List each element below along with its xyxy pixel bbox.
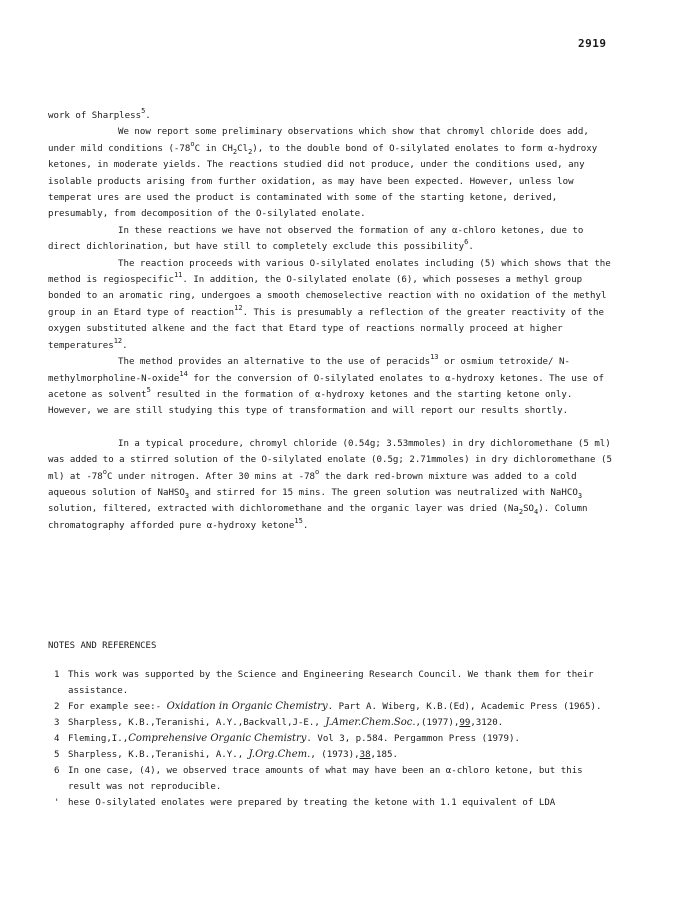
note-number: 6	[54, 766, 60, 776]
note-number: 4	[54, 734, 60, 744]
paragraph-3: In these reactions we have not observed the formation of any α-chloro ketones, due to direct dichlorination, but have still to completely exclude this possibility$^6$.	[48, 225, 584, 253]
notes-heading: NOTES AND REFERENCES	[48, 641, 157, 651]
note-number: 1	[54, 670, 60, 680]
paragraph-2: We now report some preliminary observations which show that chromyl chloride does add, under mild conditions (-78$^o$C in $CH_2Cl_2$), to the double bond of O-silylated enolates to form α-hydroxy ketones, in moderate yields. The reactions studied did not produce, under the conditions used, any isolable products arising from further oxidation, as may have been expected. However, unless low temperat ures are used the product is contaminated with some of the starting ketone, derived, presumably, from decomposition of the O-silylated enolate.	[48, 127, 598, 220]
note-text: Sharpless, K.B.,Teranishi, A.Y.,Backvall,J-E., J.Amer.Chem.Soc.,(1977),99,3120.	[68, 717, 504, 728]
article-body	[48, 108, 620, 534]
note-text: This work was supported by the Science and Engineering Research Council. We thank them for their assistance.	[68, 670, 594, 696]
paragraph-5: The method provides an alternative to the use of peracids$^{13}$ or osmium tetroxide/ N-methylmorpholine-N-oxide$^{14}$ for the conversion of O-silylated enolates to α-hydroxy ketones. The use of acetone as solvent$^5$ resulted in the formation of α-hydroxy ketones and the starting ketone only. However, we are still studying this type of transformation and will report our results shortly.	[48, 353, 604, 417]
note-number: 2	[54, 702, 60, 712]
paragraph-4: The reaction proceeds with various O-silylated enolates including (5) which shows that the method is regiospecific$^{11}$. In addition, the O-silylated enolate (6), which posseses a methyl group bonded to an aromatic ring, undergoes a smooth chemoselective reaction with no oxidation of the methyl group in an Etard type of reaction$^{12}$. This is presumably a reflection of the greater reactivity of the oxygen substituted alkene and the fact that Etard type of reactions normally proceed at higher temperatures$^{12}$.	[48, 258, 611, 351]
note-item	[54, 763, 620, 795]
note-number: 3	[54, 718, 60, 728]
paragraph-1: work of Sharpless$^5$.	[48, 107, 151, 121]
page-number: 2919	[578, 37, 607, 50]
paragraph-gap	[48, 420, 620, 436]
note-text: For example see:- Oxidation in Organic Chemistry. Part A. Wiberg, K.B.(Ed), Academic Press (1965).	[68, 701, 602, 712]
notes-list	[54, 667, 620, 811]
paragraph-6: In a typical procedure, chromyl chloride (0.54g; 3.53mmoles) in dry dichloromethane (5 ml) was added to a stirred solution of the O-silylated enolate (0.5g; 2.71mmoles) in dry dichloromethane (5 ml) at -78$^o$C under nitrogen. After 30 mins at -78$^o$ the dark red-brown mixture was added to a cold aqueous solution of NaHSO$_3$ and stirred for 15 mins. The green solution was neutralized with NaHCO$_3$ solution, filtered, extracted with dichloromethane and the organic layer was dried $(Na_2SO_4)$. Column chromatography afforded pure α-hydroxy ketone$^{15}$.	[48, 438, 612, 531]
note-text: hese O-silylated enolates were prepared by treating the ketone with 1.1 equivalent of LDA	[68, 798, 556, 808]
note-text: Fleming,I.,Comprehensive Organic Chemistry. Vol 3, p.584. Pergammon Press (1979).	[68, 733, 520, 744]
note-item	[54, 667, 620, 699]
note-number: '	[54, 798, 60, 808]
note-item	[54, 715, 620, 731]
note-text: Sharpless, K.B.,Teranishi, A.Y., J.Org.Chem., (1973),38,185.	[68, 749, 398, 760]
note-item	[54, 699, 620, 715]
note-item	[54, 731, 620, 747]
note-text: In one case, (4), we observed trace amounts of what may have been an α-chloro ketone, but this result was not reproducible.	[68, 766, 583, 792]
note-item	[54, 747, 620, 763]
note-item	[54, 795, 620, 811]
note-number: 5	[54, 750, 60, 760]
